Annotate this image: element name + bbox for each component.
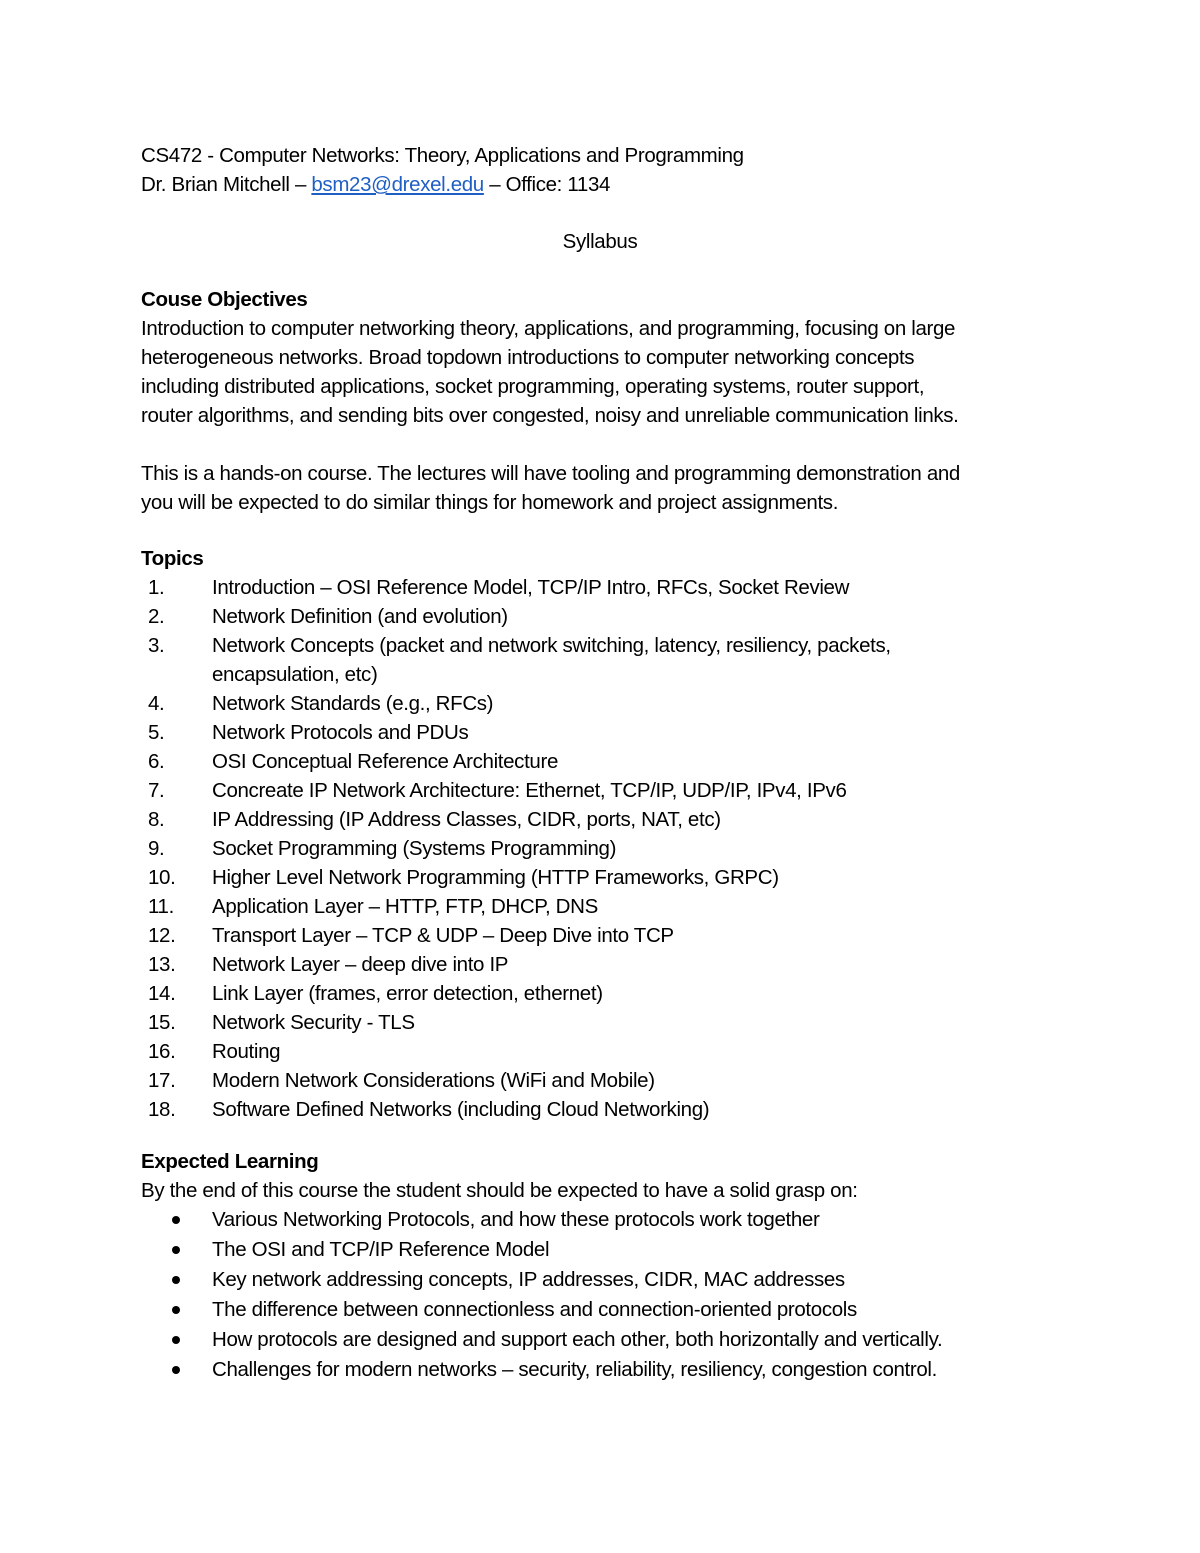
doc-title: Syllabus: [562, 230, 638, 253]
topic-number: 15.: [148, 1011, 176, 1034]
bullet-icon: [172, 1276, 180, 1284]
learning-heading: Expected Learning: [141, 1150, 319, 1173]
topics-section: [141, 544, 1071, 1124]
learning-text: Various Networking Protocols, and how these protocols work together: [212, 1208, 820, 1231]
topic-text: Software Defined Networks (including Cloud Networking): [212, 1098, 710, 1121]
topic-number: 9.: [148, 837, 165, 860]
topic-number: 4.: [148, 692, 165, 715]
bullet-icon: [172, 1306, 180, 1314]
topic-number: 18.: [148, 1098, 176, 1121]
topic-number: 7.: [148, 779, 165, 802]
topic-item: [141, 1095, 1071, 1124]
topic-number: 2.: [148, 605, 165, 628]
topic-text: Routing: [212, 1040, 281, 1063]
topic-item: [141, 1037, 1071, 1066]
learning-item: [141, 1265, 1071, 1295]
objectives-paragraph-2: [141, 459, 1071, 517]
learning-text: The difference between connectionless and connection-oriented protocols: [212, 1298, 857, 1321]
topic-item: [141, 573, 1071, 602]
topic-number: 8.: [148, 808, 165, 831]
topic-item: [141, 631, 1071, 689]
topic-number: 3.: [148, 634, 165, 657]
course-title: CS472 - Computer Networks: Theory, Applications and Programming: [141, 144, 744, 167]
topic-number: 6.: [148, 750, 165, 773]
topic-item: [141, 950, 1071, 979]
topic-text: Transport Layer – TCP & UDP – Deep Dive into TCP: [212, 924, 674, 947]
doc-title-block: [0, 227, 1200, 256]
instructor-name: Dr. Brian Mitchell –: [141, 173, 312, 196]
bullet-icon: [172, 1336, 180, 1344]
topic-number: 10.: [148, 866, 176, 889]
topic-text: Introduction – OSI Reference Model, TCP/IP Intro, RFCs, Socket Review: [212, 576, 850, 599]
topic-number: 11.: [148, 895, 174, 918]
topic-number: 17.: [148, 1069, 176, 1092]
topic-text: Modern Network Considerations (WiFi and Mobile): [212, 1069, 655, 1092]
learning-text: How protocols are designed and support each other, both horizontally and vertically.: [212, 1328, 943, 1351]
topic-item: [141, 979, 1071, 1008]
topic-number: 16.: [148, 1040, 176, 1063]
bullet-icon: [172, 1246, 180, 1254]
paragraph-line: you will be expected to do similar things for homework and project assignments.: [141, 491, 839, 514]
topic-item: [141, 689, 1071, 718]
topics-heading: Topics: [141, 547, 204, 570]
header: [141, 141, 1071, 199]
learning-intro: By the end of this course the student should be expected to have a solid grasp on:: [141, 1179, 858, 1202]
topic-item: [141, 805, 1071, 834]
topic-text: Socket Programming (Systems Programming): [212, 837, 617, 860]
topic-item: [141, 863, 1071, 892]
learning-text: The OSI and TCP/IP Reference Model: [212, 1238, 550, 1261]
objectives-section: [141, 285, 1071, 517]
topics-list: [141, 573, 1071, 1124]
bullet-icon: [172, 1216, 180, 1224]
topic-text: IP Addressing (IP Address Classes, CIDR, ports, NAT, etc): [212, 808, 721, 831]
topic-item: [141, 747, 1071, 776]
topic-text: Higher Level Network Programming (HTTP Frameworks, GRPC): [212, 866, 779, 889]
topic-number: 13.: [148, 953, 176, 976]
paragraph-line: Introduction to computer networking theory, applications, and programming, focusing on large: [141, 317, 956, 340]
topic-text: Network Standards (e.g., RFCs): [212, 692, 494, 715]
learning-item: [141, 1295, 1071, 1325]
learning-item: [141, 1205, 1071, 1235]
topic-number: 14.: [148, 982, 176, 1005]
topic-item: [141, 718, 1071, 747]
topic-number: 5.: [148, 721, 165, 744]
office-info: – Office: 1134: [483, 173, 611, 196]
instructor-email-link[interactable]: bsm23@drexel.edu: [311, 173, 484, 196]
learning-section: [141, 1147, 1071, 1385]
objectives-paragraph-1: [141, 314, 1071, 430]
learning-item: [141, 1235, 1071, 1265]
learning-item: [141, 1325, 1071, 1355]
topic-number: 12.: [148, 924, 176, 947]
learning-item: [141, 1355, 1071, 1385]
instructor-line: [141, 170, 1071, 199]
topic-text: encapsulation, etc): [212, 663, 378, 686]
topic-text: OSI Conceptual Reference Architecture: [212, 750, 558, 773]
topic-text: Network Layer – deep dive into IP: [212, 953, 509, 976]
topic-text: Link Layer (frames, error detection, ethernet): [212, 982, 603, 1005]
topic-text: Network Protocols and PDUs: [212, 721, 469, 744]
topic-item: [141, 1008, 1071, 1037]
learning-text: Challenges for modern networks – security, reliability, resiliency, congestion control.: [212, 1358, 937, 1381]
topic-text: Network Definition (and evolution): [212, 605, 508, 628]
topic-item: [141, 921, 1071, 950]
topic-number: 1.: [148, 576, 165, 599]
topic-text: Network Concepts (packet and network switching, latency, resiliency, packets,: [212, 634, 891, 657]
paragraph-line: heterogeneous networks. Broad topdown introductions to computer networking concepts: [141, 346, 915, 369]
paragraph-line: including distributed applications, socket programming, operating systems, router support,: [141, 375, 925, 398]
topic-text: Concreate IP Network Architecture: Ethernet, TCP/IP, UDP/IP, IPv4, IPv6: [212, 779, 847, 802]
objectives-heading: Couse Objectives: [141, 288, 308, 311]
topic-item: [141, 1066, 1071, 1095]
topic-text: Network Security - TLS: [212, 1011, 415, 1034]
learning-list: [141, 1205, 1071, 1385]
topic-text: Application Layer – HTTP, FTP, DHCP, DNS: [212, 895, 598, 918]
paragraph-line: This is a hands-on course. The lectures will have tooling and programming demonstration and: [141, 462, 960, 485]
topic-item: [141, 602, 1071, 631]
paragraph-line: router algorithms, and sending bits over congested, noisy and unreliable communication links.: [141, 404, 959, 427]
topic-item: [141, 776, 1071, 805]
topic-item: [141, 892, 1071, 921]
bullet-icon: [172, 1366, 180, 1374]
learning-text: Key network addressing concepts, IP addresses, CIDR, MAC addresses: [212, 1268, 845, 1291]
blank-line: [141, 430, 1071, 459]
topic-item: [141, 834, 1071, 863]
